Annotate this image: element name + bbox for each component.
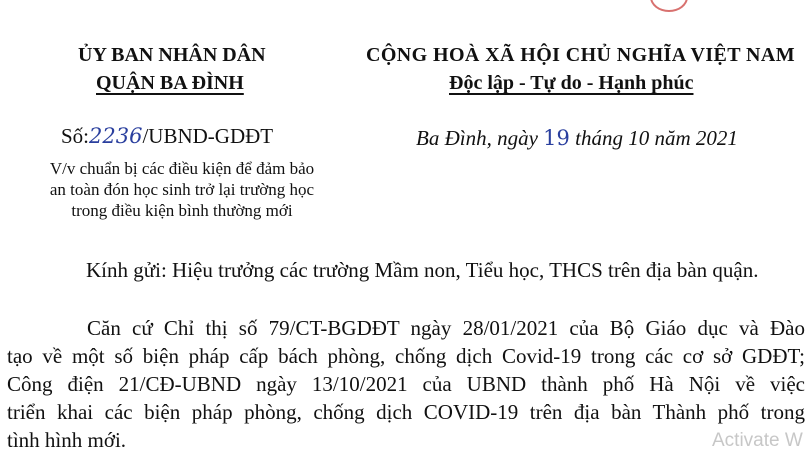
document-date — [416, 126, 738, 151]
red-stamp-edge — [650, 0, 688, 12]
doc-number-handwritten: 2236 — [89, 124, 143, 148]
body-line1: Căn cứ Chỉ thị số 79/CT-BGDĐT ngày 28/01/2021 của Bộ Giáo dục và Đào — [87, 316, 805, 340]
activate-windows-watermark: Activate W — [712, 430, 803, 451]
subject-line2: an toàn đón học sinh trở lại trường học — [49, 180, 315, 199]
subject-line3: trong điều kiện bình thường mới — [71, 201, 293, 220]
document-number — [61, 124, 273, 149]
national-title: CỘNG HOÀ XÃ HỘI CHỦ NGHĨA VIỆT NAM — [366, 44, 796, 66]
issuer-line2: QUẬN BA ĐÌNH — [96, 72, 244, 94]
body-line2: tạo về một số biện pháp cấp bách phòng, chống dịch Covid-19 trong các cơ sở GDĐT; — [7, 344, 805, 368]
recipient-line: Kính gửi: Hiệu trưởng các trường Mầm non, Tiểu học, THCS trên địa bàn quận. — [86, 258, 759, 282]
body-line4: triển khai các biện pháp phòng, chống dịch COVID-19 trên địa bàn Thành phố trong — [7, 400, 805, 424]
date-day-handwritten: 19 — [543, 126, 570, 150]
date-suffix: tháng 10 năm 2021 — [575, 126, 738, 150]
issuer-line1: ỦY BAN NHÂN DÂN — [78, 44, 266, 66]
doc-number-suffix: /UBND-GDĐT — [142, 124, 274, 148]
subject-line1: V/v chuẩn bị các điều kiện để đảm bảo — [49, 159, 315, 178]
date-prefix: Ba Đình, ngày — [416, 126, 538, 150]
body-line5: tình hình mới. — [7, 428, 127, 452]
national-motto: Độc lập - Tự do - Hạnh phúc — [449, 72, 694, 94]
body-line3: Công điện 21/CĐ-UBND ngày 13/10/2021 của UBND thành phố Hà Nội về việc — [7, 372, 805, 396]
subject-block — [6, 158, 358, 221]
doc-number-prefix: Số: — [61, 124, 90, 148]
